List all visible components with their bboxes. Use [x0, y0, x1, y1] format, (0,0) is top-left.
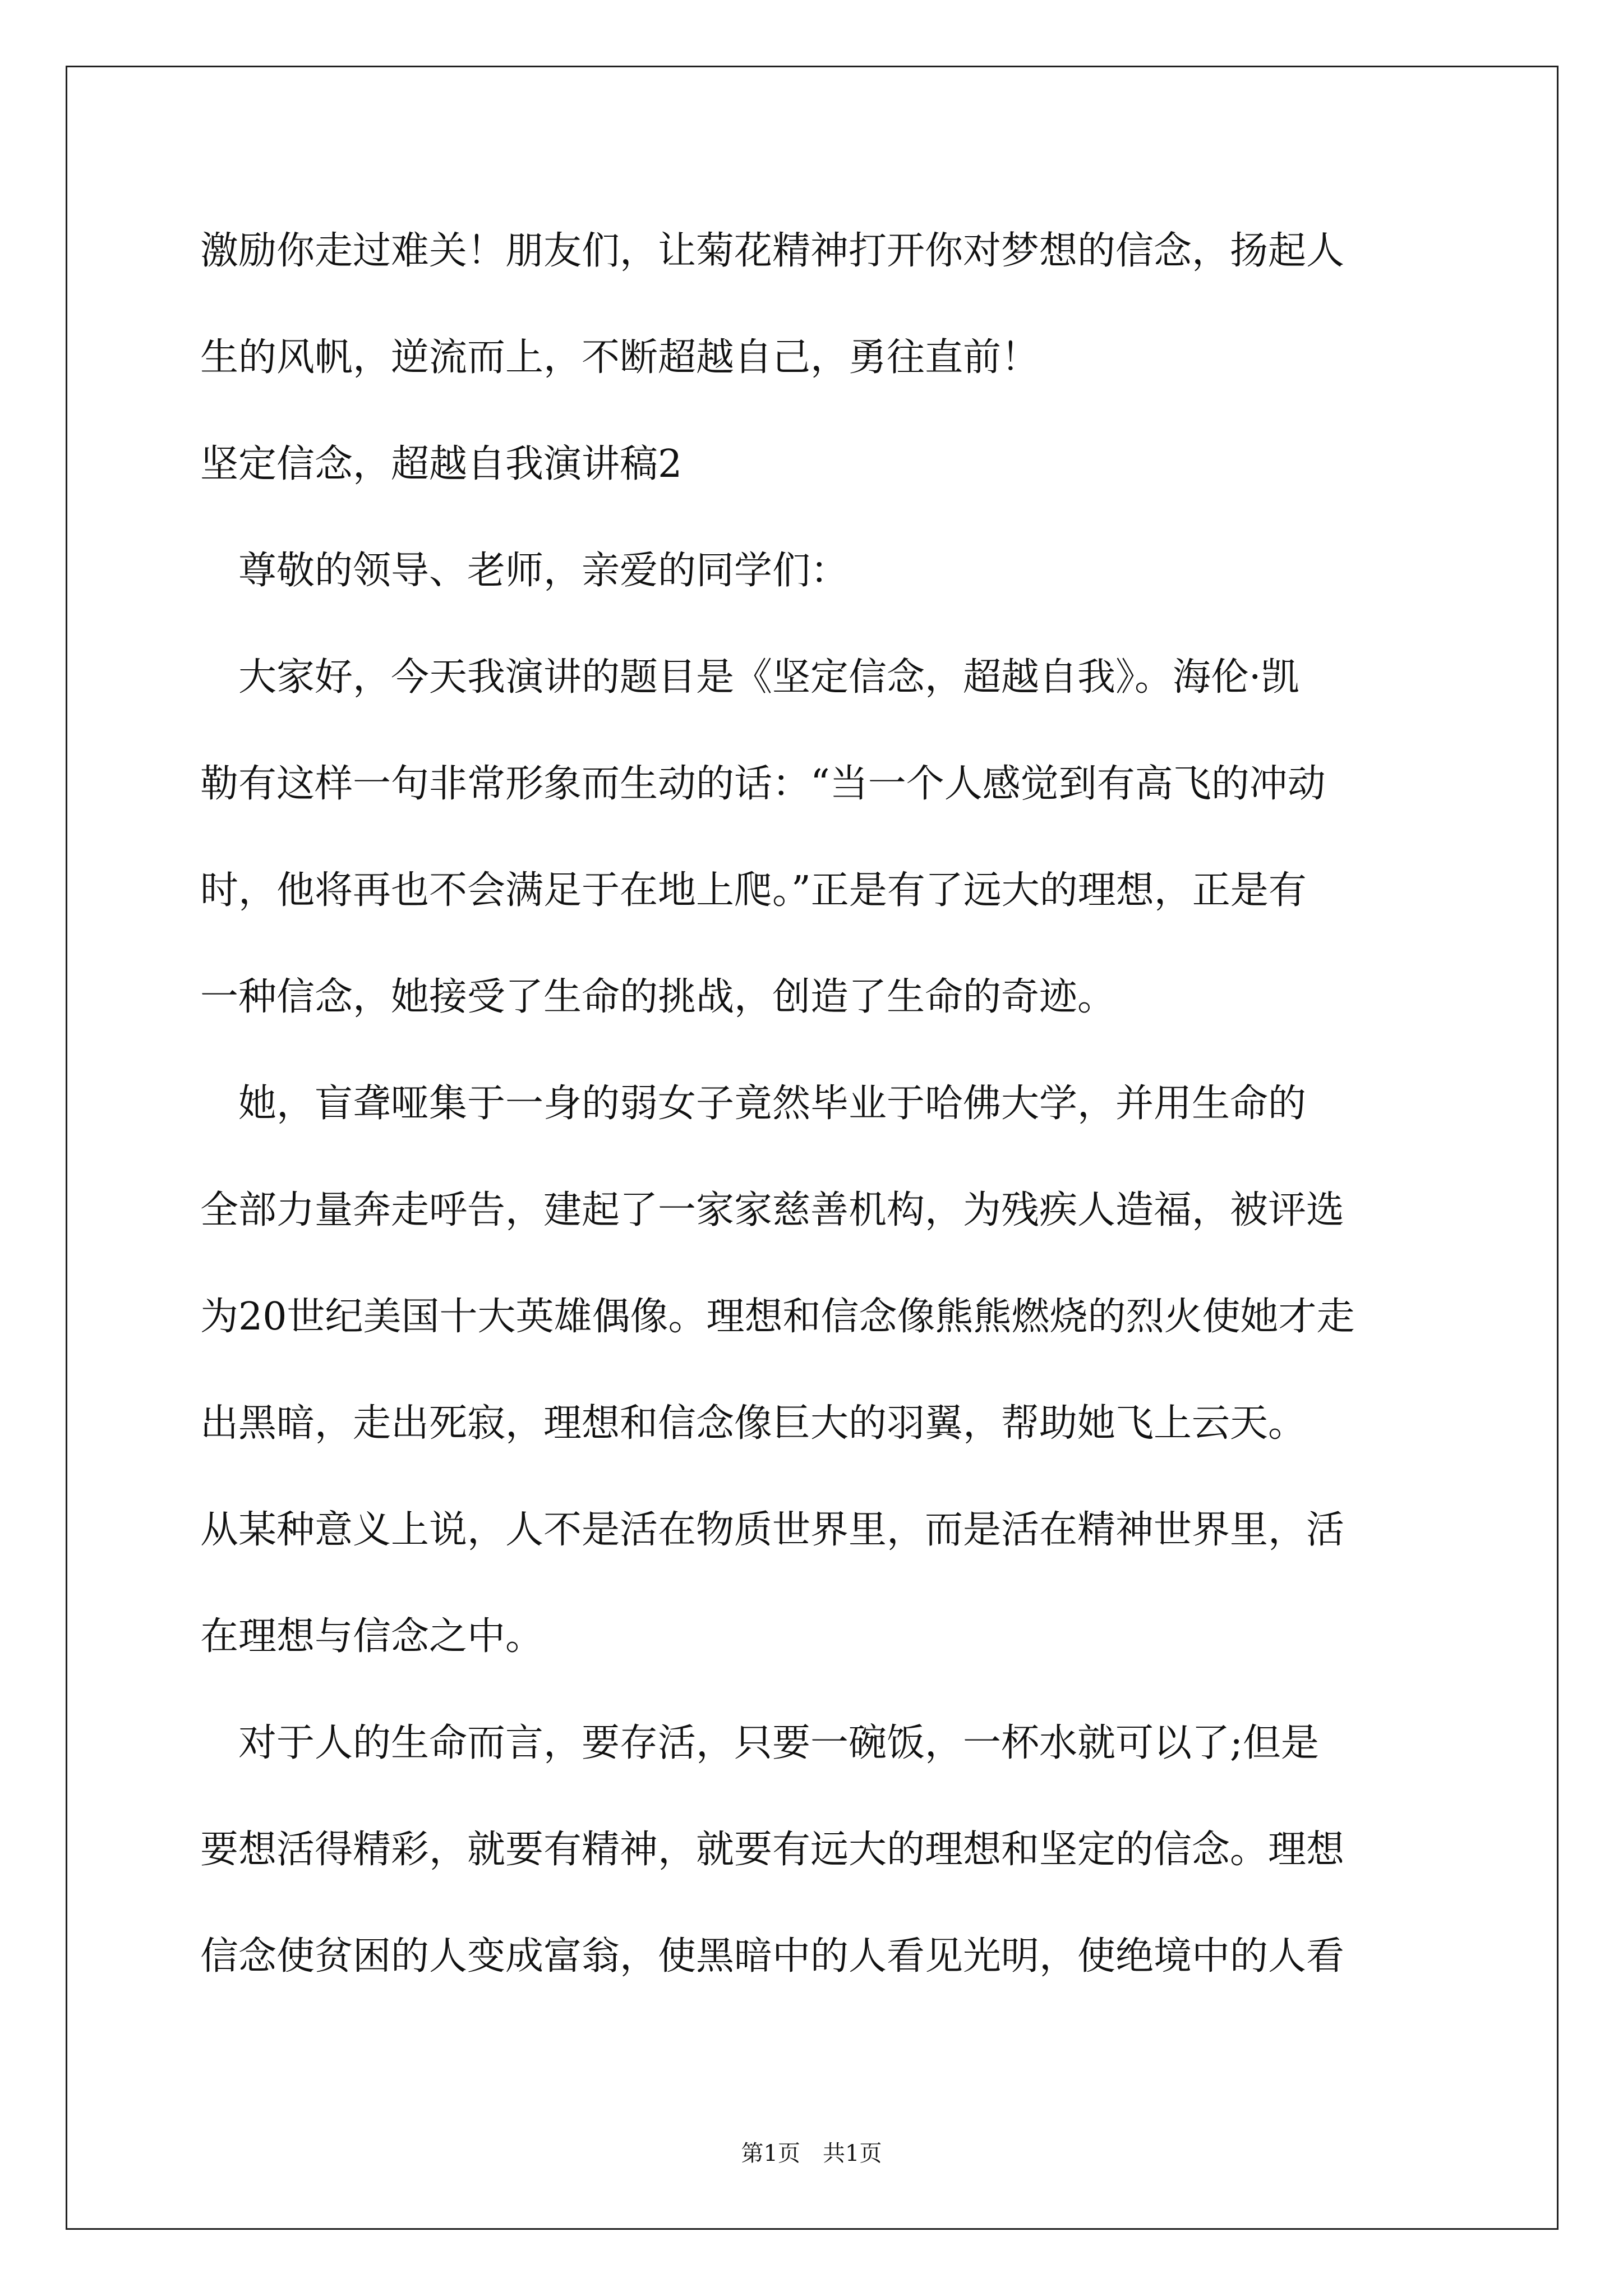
- text-line: 激励你走过难关！朋友们，让菊花精神打开你对梦想的信念，扬起人: [200, 229, 1345, 273]
- section-heading: 坚定信念，超越自我演讲稿2: [200, 442, 683, 486]
- text-line: 时，他将再也不会满足于在地上爬。”正是有了远大的理想，正是有: [200, 868, 1307, 913]
- text-line: 在理想与信念之中。: [200, 1614, 544, 1659]
- text-line: 对于人的生命而言，要存活，只要一碗饭，一杯水就可以了;但是: [200, 1721, 1319, 1765]
- text-line: 为20世纪美国十大英雄偶像。理想和信念像熊熊燃烧的烈火使她才走: [200, 1295, 1355, 1339]
- page-border: [66, 66, 1559, 2230]
- text-line: 大家好，今天我演讲的题目是《坚定信念，超越自我》。海伦·凯: [200, 655, 1299, 700]
- salutation-line: 尊敬的领导、老师，亲爱的同学们：: [200, 549, 849, 593]
- text-line: 全部力量奔走呼告，建起了一家家慈善机构，为残疾人造福，被评选: [200, 1188, 1345, 1232]
- text-line: 要想活得精彩，就要有精神，就要有远大的理想和坚定的信念。理想: [200, 1828, 1345, 1872]
- page-footer: 第1页 共1页: [741, 2141, 882, 2166]
- text-line: 勒有这样一句非常形象而生动的话：“当一个人感觉到有高飞的冲动: [200, 762, 1326, 806]
- text-line: 信念使贫困的人变成富翁，使黑暗中的人看见光明，使绝境中的人看: [200, 1934, 1345, 1978]
- text-line: 出黑暗，走出死寂，理想和信念像巨大的羽翼，帮助她飞上云天。: [200, 1401, 1307, 1446]
- text-line: 她，盲聋哑集于一身的弱女子竟然毕业于哈佛大学，并用生命的: [200, 1082, 1307, 1126]
- text-line: 从某种意义上说，人不是活在物质世界里，而是活在精神世界里，活: [200, 1508, 1345, 1552]
- text-line: 一种信念，她接受了生命的挑战，创造了生命的奇迹。: [200, 975, 1116, 1019]
- text-line: 生的风帆，逆流而上，不断超越自己，勇往直前！: [200, 335, 1040, 380]
